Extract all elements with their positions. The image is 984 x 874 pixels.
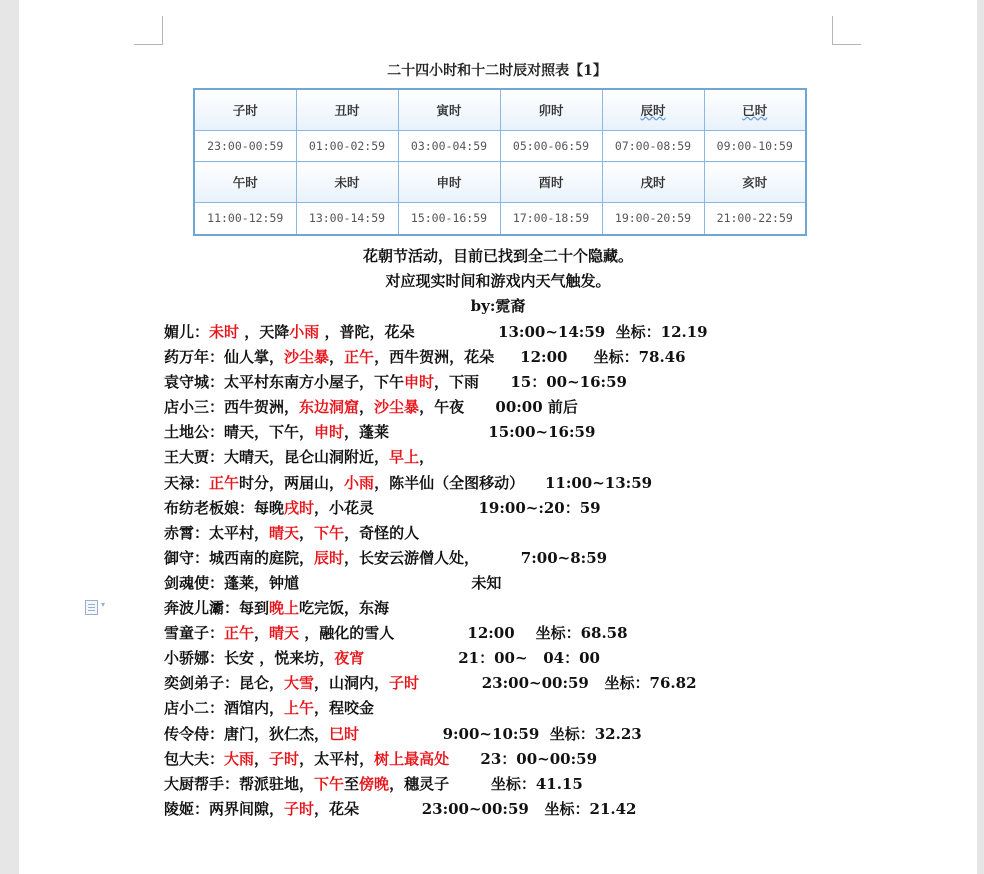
highlight-keyword: 下午: [314, 523, 345, 542]
entry-line: [164, 471, 708, 496]
table-cell-name: 辰时: [602, 89, 704, 130]
entry-line: [164, 797, 708, 822]
entry-text: 传令侍：唐门，狄仁杰，: [164, 724, 330, 743]
table-cell-time: 07:00-08:59: [602, 130, 704, 162]
entry-text: 雪童子：: [164, 624, 225, 643]
page-corner-mark-right: [832, 16, 861, 45]
entry-line: [164, 445, 708, 470]
entry-list: [164, 320, 708, 822]
entry-text: ，: [419, 448, 435, 467]
entry-text: ，: [329, 348, 345, 367]
entry-line: [164, 621, 708, 646]
entry-text: 23：00~00:59: [449, 749, 598, 768]
highlight-keyword: 正午: [224, 624, 255, 643]
table-cell-name: 子时: [194, 89, 296, 130]
highlight-keyword: 子时: [284, 799, 315, 818]
highlight-keyword: 东边洞窟: [299, 398, 360, 417]
highlight-keyword: 小雨: [344, 473, 375, 492]
entry-text: 大厨帮手：帮派驻地，: [164, 774, 315, 793]
entry-text: 奔波儿灞：每到: [164, 599, 270, 618]
table-cell-name: 寅时: [398, 89, 500, 130]
entry-text: ，陈半仙（全图移动） 11:00~13:59: [374, 473, 653, 492]
entry-text: ，: [359, 398, 375, 417]
entry-line: [164, 345, 708, 370]
page-corner-mark-left: [134, 16, 163, 45]
entry-text: ，奇怪的人: [344, 523, 420, 542]
table-cell-name: 未时: [296, 162, 398, 202]
entry-text: 布纺老板娘：每晚: [164, 498, 285, 517]
highlight-keyword: 树上最高处: [374, 749, 450, 768]
entry-text: 店小三：西牛贺洲，: [164, 398, 300, 417]
table-cell-time: 15:00-16:59: [398, 202, 500, 235]
table-cell-name: 午时: [194, 162, 296, 202]
entry-text: 王大贾：大晴天，昆仑山洞附近，: [164, 448, 390, 467]
entry-text: 21：00~ 04：00: [364, 649, 600, 668]
highlight-keyword: 傍晚: [359, 774, 390, 793]
highlight-keyword: 晚上: [269, 599, 300, 618]
entry-line: [164, 496, 708, 521]
entry-text: 赤霄：太平村，: [164, 523, 270, 542]
highlight-keyword: 夜宵: [334, 649, 365, 668]
entry-text: 剑魂使：蓬莱，钟馗 未知: [164, 573, 502, 592]
table-cell-time: 21:00-22:59: [704, 202, 806, 235]
highlight-keyword: 子时: [389, 674, 420, 693]
highlight-keyword: 辰时: [314, 548, 345, 567]
entry-text: ，: [299, 523, 315, 542]
entry-text: ，蓬莱 15:00~16:59: [344, 423, 596, 442]
table-cell-name: 亥时: [704, 162, 806, 202]
entry-text: ，小花灵 19:00~:20：59: [314, 498, 601, 517]
table-cell-name: 申时: [398, 162, 500, 202]
entry-text: 23:00~00:59 坐标：76.82: [419, 674, 697, 693]
entry-text: ，穗灵子 坐标：41.15: [389, 774, 583, 793]
entry-line: [164, 596, 708, 621]
entry-text: 9:00~10:59 坐标：32.23: [359, 724, 642, 743]
highlight-keyword: 子时: [269, 749, 300, 768]
table-cell-time: 23:00-00:59: [194, 130, 296, 162]
table-cell-time: 13:00-14:59: [296, 202, 398, 235]
entry-text: 媚儿：: [164, 323, 210, 341]
entry-text: 御守：城西南的庭院，: [164, 548, 315, 567]
highlight-keyword: 早上: [389, 448, 420, 467]
entry-text: ，普陀，花朵 13:00~14:59 坐标：12.19: [319, 323, 708, 341]
document-page: [19, 0, 977, 874]
entry-text: ，西牛贺洲，花朵 12:00 坐标：78.46: [374, 348, 686, 367]
highlight-keyword: 上午: [284, 699, 315, 718]
intro-line-1: 花朝节活动，目前已找到全二十个隐藏。: [362, 247, 633, 265]
entry-text: 陵姬：两界间隙，: [164, 799, 285, 818]
table-cell-name: 卯时: [500, 89, 602, 130]
entry-line: [164, 646, 708, 671]
table-cell-time: 11:00-12:59: [194, 202, 296, 235]
entry-text: 袁守城：太平村东南方小屋子，下午: [164, 373, 405, 392]
highlight-keyword: 小雨: [289, 323, 320, 341]
highlight-keyword: 申时: [314, 423, 345, 442]
entry-line: [164, 772, 708, 797]
entry-text: ，: [254, 624, 270, 643]
chevron-down-icon[interactable]: ▾: [101, 600, 106, 609]
entry-text: 店小二：酒馆内，: [164, 699, 285, 718]
entry-line: [164, 696, 708, 721]
entry-text: 小骄娜：长安 ，悦来坊，: [164, 649, 335, 668]
table-cell-time: 17:00-18:59: [500, 202, 602, 235]
table-cell-time: 01:00-02:59: [296, 130, 398, 162]
highlight-keyword: 申时: [404, 373, 435, 392]
entry-text: 至: [344, 774, 360, 793]
entry-line: [164, 521, 708, 546]
entry-text: ，山洞内，: [314, 674, 390, 693]
highlight-keyword: 正午: [344, 348, 375, 367]
highlight-keyword: 沙尘暴: [284, 348, 330, 367]
author-line: by:霓裔: [470, 297, 526, 315]
highlight-keyword: 大雨: [224, 749, 255, 768]
table-cell-time: 19:00-20:59: [602, 202, 704, 235]
hour-conversion-table: [193, 88, 807, 236]
table-cell-name: 戌时: [602, 162, 704, 202]
entry-line: [164, 546, 708, 571]
entry-text: 天禄：: [164, 473, 210, 492]
entry-text: ，融化的雪人 12:00 坐标：68.58: [299, 624, 628, 643]
highlight-keyword: 未时: [209, 323, 240, 341]
entry-line: [164, 370, 708, 395]
entry-text: ，: [254, 749, 270, 768]
entry-text: 奕剑弟子：昆仑，: [164, 674, 285, 693]
entry-text: 土地公：晴天，下午，: [164, 423, 315, 442]
table-cell-name: 丑时: [296, 89, 398, 130]
entry-text: 药万年：仙人掌，: [164, 348, 285, 367]
intro-line-2: 对应现实时间和游戏内天气触发。: [385, 272, 611, 290]
highlight-keyword: 大雪: [284, 674, 315, 693]
highlight-keyword: 晴天: [269, 523, 300, 542]
table-cell-name: 已时: [704, 89, 806, 130]
entry-line: [164, 722, 708, 747]
table-cell-time: 03:00-04:59: [398, 130, 500, 162]
entry-text: ，天降: [239, 323, 290, 341]
table-cell-time: 05:00-06:59: [500, 130, 602, 162]
entry-text: ，午夜 00:00 前后: [419, 398, 578, 417]
highlight-keyword: 沙尘暴: [374, 398, 420, 417]
entry-line: [164, 571, 708, 596]
table-cell-time: 09:00-10:59: [704, 130, 806, 162]
entry-line: [164, 747, 708, 772]
entry-text: 吃完饭，东海: [299, 599, 390, 618]
entry-text: ，程咬金: [314, 699, 375, 718]
entry-text: ，下雨 15：00~16:59: [434, 373, 627, 392]
entry-line: [164, 420, 708, 445]
entry-text: ，长安云游僧人处， 7:00~8:59: [344, 548, 608, 567]
entry-line: [164, 320, 708, 345]
table-cell-name: 酉时: [500, 162, 602, 202]
highlight-keyword: 下午: [314, 774, 345, 793]
entry-line: [164, 671, 708, 696]
entry-text: ，花朵 23:00~00:59 坐标：21.42: [314, 799, 637, 818]
document-options-icon[interactable]: [85, 600, 98, 615]
highlight-keyword: 正午: [209, 473, 240, 492]
table-title: 二十四小时和十二时辰对照表【1】: [387, 63, 607, 79]
entry-text: 包大夫：: [164, 749, 225, 768]
highlight-keyword: 巳时: [329, 724, 360, 743]
entry-text: ，太平村，: [299, 749, 375, 768]
entry-text: 时分，两届山，: [239, 473, 345, 492]
highlight-keyword: 戌时: [284, 498, 315, 517]
entry-line: [164, 395, 708, 420]
highlight-keyword: 晴天: [269, 624, 300, 643]
